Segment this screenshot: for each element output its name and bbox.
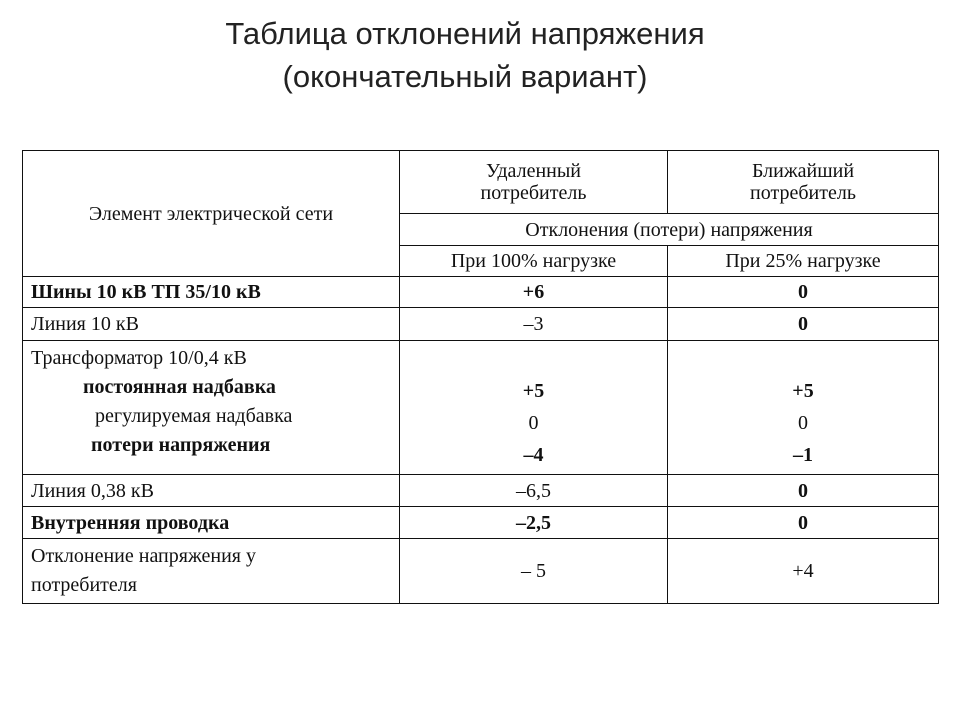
header-element-cell: [23, 151, 400, 277]
header-load-25: При 25% нагрузке: [668, 246, 939, 277]
value-100-regulated: 0: [528, 412, 539, 434]
value-100: –3: [400, 308, 668, 341]
transformer-values-25: [668, 341, 939, 475]
transformer-sub-regulated: регулируемая надбавка: [95, 405, 293, 427]
transformer-sub-losses: потери напряжения: [91, 434, 271, 456]
header-remote-consumer: Удаленный потребитель: [400, 151, 668, 214]
table-row: [23, 341, 939, 475]
header-deviations: Отклонения (потери) напряжения: [400, 214, 939, 246]
row-label-transformer: [23, 341, 400, 475]
value-100-constant: +5: [522, 380, 545, 402]
row-label: Линия 0,38 кВ: [23, 475, 400, 507]
transformer-values-100: [400, 341, 668, 475]
row-label-consumer: Отклонение напряжения у потребителя: [23, 539, 400, 604]
value-25-regulated: 0: [798, 412, 808, 434]
table-row: [23, 507, 939, 539]
value-25-losses: –1: [793, 444, 813, 466]
transformer-label: Трансформатор 10/0,4 кВ: [31, 347, 247, 369]
row-label: Шины 10 кВ ТП 35/10 кВ: [23, 277, 400, 308]
value-25-constant: +5: [792, 380, 814, 402]
table-row: [23, 308, 939, 341]
value-25: 0: [668, 507, 939, 539]
value-25: +4: [668, 539, 939, 604]
header-element-label: Элемент электрической сети: [88, 202, 334, 225]
table-row: [23, 277, 939, 308]
value-100: –2,5: [400, 507, 668, 539]
value-100: –6,5: [400, 475, 668, 507]
value-100: – 5: [400, 539, 668, 604]
table-row: [23, 475, 939, 507]
voltage-deviation-table: [22, 150, 939, 604]
title-line-1: Таблица отклонений напряжения: [225, 16, 705, 51]
value-25: 0: [668, 277, 939, 308]
slide-title: [0, 12, 930, 98]
value-100-losses: –4: [523, 444, 544, 466]
transformer-sub-constant: постоянная надбавка: [83, 376, 276, 398]
value-25: 0: [668, 475, 939, 507]
title-line-2: (окончательный вариант): [282, 59, 648, 94]
header-nearest-consumer: Ближайший потребитель: [668, 151, 939, 214]
value-100: +6: [400, 277, 668, 308]
table-row: [23, 539, 939, 604]
header-load-100: При 100% нагрузке: [400, 246, 668, 277]
value-25: 0: [668, 308, 939, 341]
row-label: Внутренняя проводка: [23, 507, 400, 539]
row-label: Линия 10 кВ: [23, 308, 400, 341]
